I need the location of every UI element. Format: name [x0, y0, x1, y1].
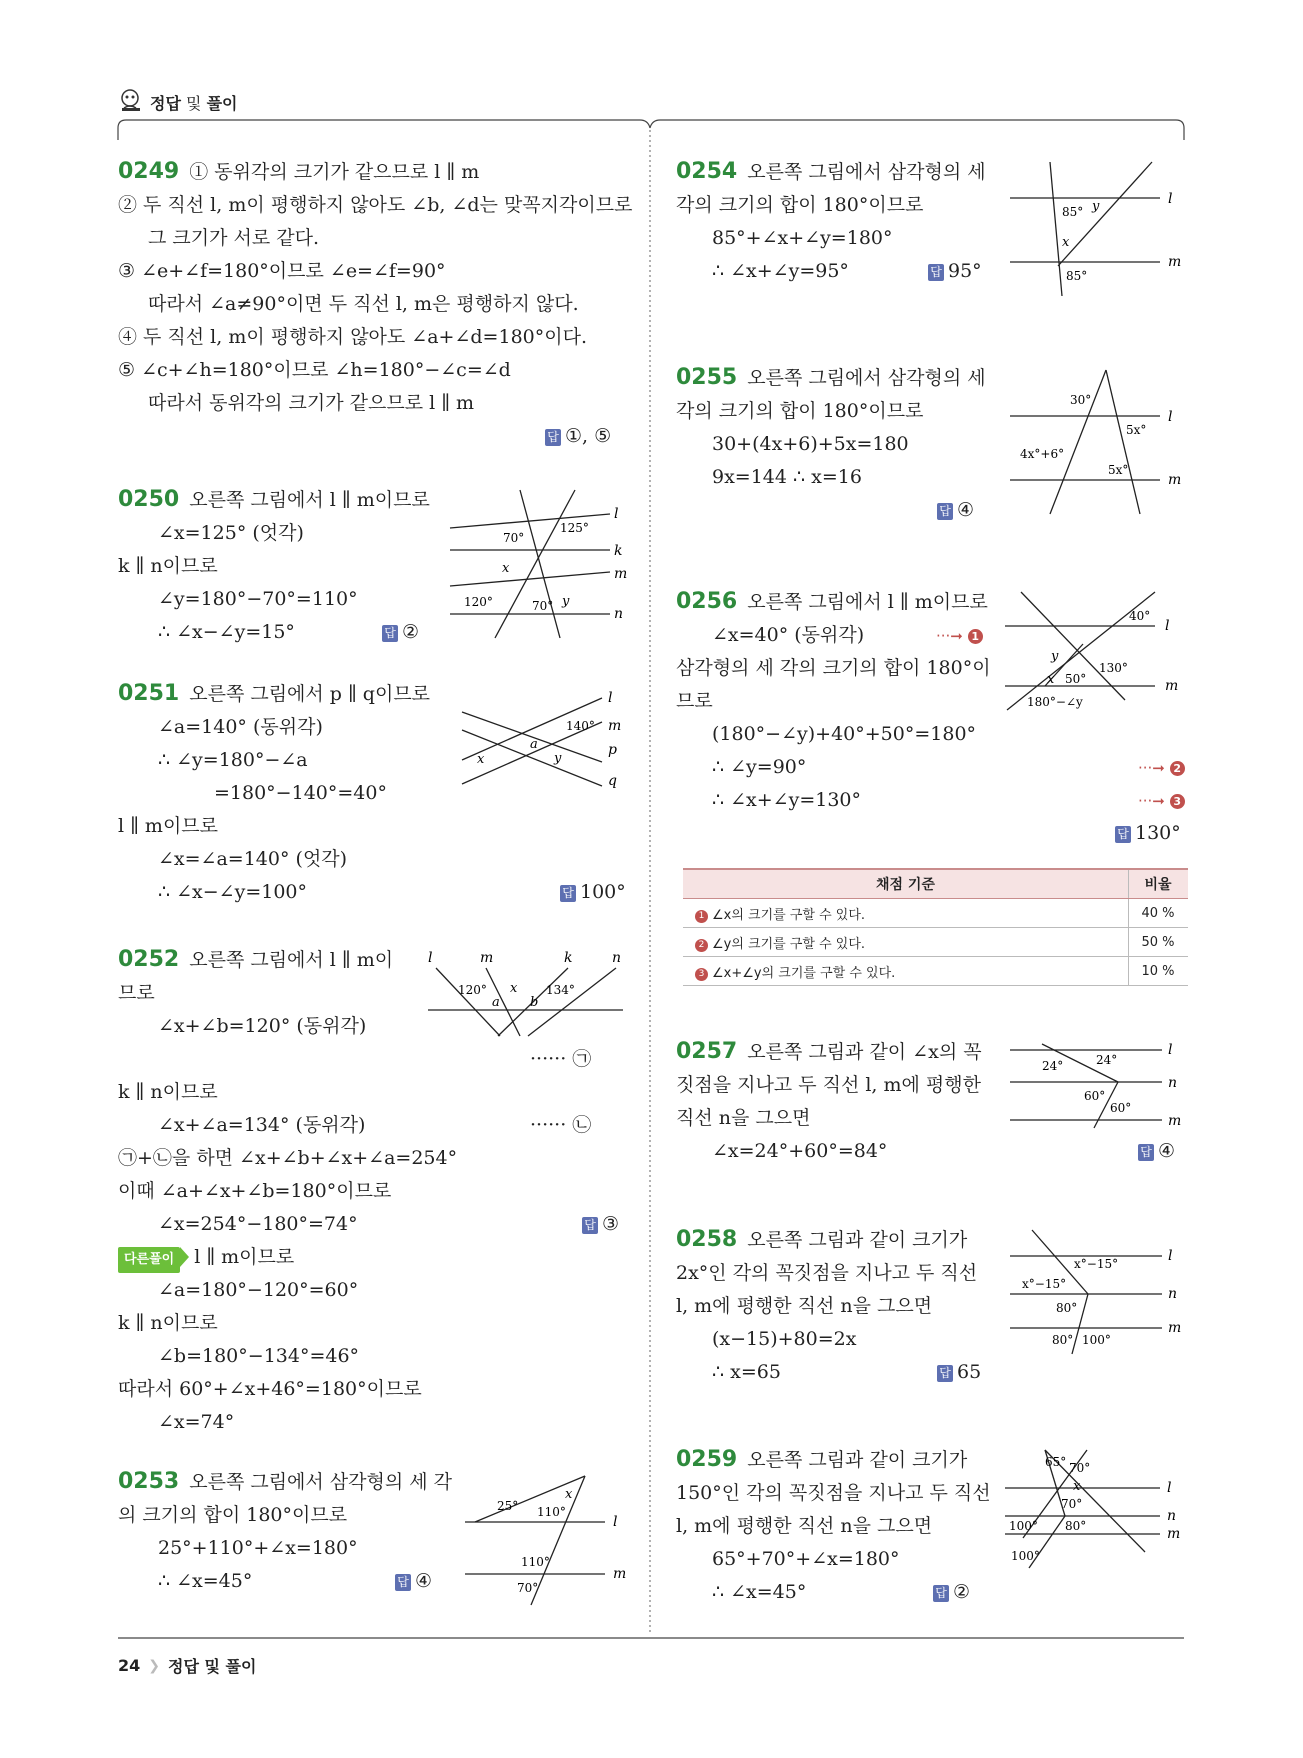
answer-icon: 답: [545, 429, 561, 446]
svg-text:x: x: [510, 981, 518, 996]
q0252-line12: ∠b=180°−134°=46°: [158, 1345, 360, 1367]
q0254-line1: 0254 오른쪽 그림에서 삼각형의 세: [676, 159, 986, 184]
svg-text:80°: 80°: [1052, 1333, 1074, 1347]
q0255-line3: 30+(4x+6)+5x=180: [712, 433, 909, 455]
svg-text:p: p: [608, 742, 617, 758]
q0252-line14: ∠x=74°: [158, 1411, 235, 1433]
svg-text:70°: 70°: [1061, 1497, 1083, 1511]
q0257-figure: [1010, 1040, 1190, 1130]
svg-text:x°−15°: x°−15°: [1022, 1277, 1067, 1291]
header-title: 정답 및 풀이: [150, 93, 238, 113]
svg-text:125°: 125°: [560, 521, 589, 535]
svg-text:5x°: 5x°: [1126, 423, 1147, 437]
answer-icon: 답: [395, 1574, 411, 1591]
q0259-line3: l, m에 평행한 직선 n을 그으면: [676, 1515, 933, 1537]
step-marker-2: ···➞ 2: [1138, 759, 1185, 777]
svg-text:100°: 100°: [1011, 1549, 1040, 1563]
q0252-line10: ∠a=180°−120°=60°: [158, 1279, 359, 1301]
q0258-line4: (x−15)+80=2x: [712, 1328, 857, 1350]
q0252-line1: 0252 오른쪽 그림에서 l ∥ m이: [118, 947, 394, 972]
q0252-line8: ∠x=254°−180°=74°: [158, 1213, 358, 1235]
svg-text:24°: 24°: [1096, 1053, 1118, 1067]
svg-text:n: n: [1168, 1075, 1178, 1091]
q0252-line13: 따라서 60°+∠x+46°=180°이므로: [118, 1378, 422, 1400]
q0259-line5: ∴ ∠x=45°: [712, 1581, 807, 1603]
alt-solution-badge: 다른풀이: [118, 1247, 180, 1273]
svg-text:70°: 70°: [532, 599, 554, 613]
q0253-line4: ∴ ∠x=45°: [158, 1570, 253, 1592]
answer-icon: 답: [1138, 1144, 1154, 1161]
svg-text:l: l: [1168, 1042, 1173, 1058]
svg-text:x: x: [1062, 235, 1070, 250]
q0254-figure: [1010, 158, 1190, 298]
q0252-line11: k ∥ n이므로: [118, 1312, 218, 1334]
svg-text:y: y: [554, 751, 562, 766]
svg-text:130°: 130°: [1099, 661, 1128, 675]
q0254-line3: 85°+∠x+∠y=180°: [712, 227, 893, 249]
svg-text:l: l: [1168, 409, 1173, 425]
q0259-line2: 150°인 각의 꼭짓점을 지나고 두 직선: [676, 1482, 991, 1504]
q0249-answer: 답 ①, ⑤: [545, 424, 611, 448]
q0256-figure: [1005, 588, 1190, 718]
step-marker-1: ···➞ 1: [936, 627, 983, 645]
svg-text:m: m: [613, 1566, 627, 1582]
svg-text:x°−15°: x°−15°: [1074, 1257, 1119, 1271]
q0252-line5: ∠x+∠a=134° (동위각): [158, 1114, 366, 1136]
step-marker-3: ···➞ 3: [1138, 792, 1185, 810]
q0256-line4: 므로: [676, 690, 713, 712]
svg-text:l: l: [608, 690, 613, 706]
svg-text:n: n: [1167, 1508, 1177, 1524]
q0253-line3: 25°+110°+∠x=180°: [158, 1537, 358, 1559]
q0250-line2: ∠x=125° (엇각): [158, 522, 304, 544]
svg-text:x: x: [502, 561, 510, 576]
svg-text:70°: 70°: [517, 1581, 539, 1595]
svg-text:120°: 120°: [464, 595, 493, 609]
q0259-line1: 0259 오른쪽 그림과 같이 크기가: [676, 1447, 968, 1472]
svg-text:x: x: [1073, 1479, 1081, 1494]
svg-text:120°: 120°: [458, 983, 487, 997]
svg-text:m: m: [1168, 1113, 1182, 1129]
table-row: 3 ∠x+∠y의 크기를 구할 수 있다. 10 %: [683, 957, 1188, 986]
q0249-line6: ④ 두 직선 l, m이 평행하지 않아도 ∠a+∠d=180°이다.: [118, 326, 587, 348]
svg-text:m: m: [1167, 1526, 1181, 1542]
svg-text:60°: 60°: [1084, 1089, 1106, 1103]
svg-text:140°: 140°: [566, 719, 595, 733]
answer-icon: 답: [560, 885, 576, 902]
svg-text:l: l: [428, 950, 433, 966]
svg-text:24°: 24°: [1042, 1059, 1064, 1073]
q0258-figure: [1010, 1226, 1190, 1356]
answer-icon: 답: [582, 1217, 598, 1234]
svg-text:100°: 100°: [1009, 1519, 1038, 1533]
table-row: 2 ∠y의 크기를 구할 수 있다. 50 %: [683, 928, 1188, 957]
q0256-line7: ∴ ∠x+∠y=130°: [712, 789, 862, 811]
svg-text:m: m: [1168, 1320, 1182, 1336]
svg-text:y: y: [562, 594, 570, 609]
answer-icon: 답: [937, 1365, 953, 1382]
chevron-right-icon: ❯: [148, 1657, 160, 1674]
q0258-line1: 0258 오른쪽 그림과 같이 크기가: [676, 1227, 968, 1252]
q0251-line7: ∴ ∠x−∠y=100°: [158, 881, 308, 903]
q0258-line5: ∴ x=65: [712, 1361, 781, 1383]
q0249-line3: 그 크기가 서로 같다.: [148, 227, 319, 249]
q0249-line2: ② 두 직선 l, m이 평행하지 않아도 ∠b, ∠d는 맞꼭지각이므로: [118, 194, 633, 216]
q0256-line2: ∠x=40° (동위각): [712, 624, 865, 646]
q0259-line4: 65°+70°+∠x=180°: [712, 1548, 900, 1570]
q0256-line5: (180°−∠y)+40°+50°=180°: [712, 723, 977, 745]
svg-text:n: n: [1168, 1286, 1178, 1302]
answer-icon: 답: [928, 264, 944, 281]
answer-icon: 답: [937, 503, 953, 520]
q0250-line5: ∴ ∠x−∠y=15°: [158, 621, 295, 643]
svg-text:134°: 134°: [546, 983, 575, 997]
q0257-line4: ∠x=24°+60°=84°: [712, 1140, 888, 1162]
svg-text:70°: 70°: [503, 531, 525, 545]
q0250-line1: 0250 오른쪽 그림에서 l ∥ m이므로: [118, 487, 430, 512]
q0256-line6: ∴ ∠y=90°: [712, 756, 807, 778]
page-number: 24: [118, 1656, 141, 1675]
q0255-answer: 답 ④: [937, 498, 974, 522]
svg-text:80°: 80°: [1056, 1301, 1078, 1315]
q0257-line2: 짓점을 지나고 두 직선 l, m에 평행한: [676, 1074, 981, 1096]
svg-text:l: l: [1168, 1248, 1173, 1264]
q0253-line2: 의 크기의 합이 180°이므로: [118, 1504, 348, 1526]
q0251-answer: 답 100°: [560, 880, 626, 904]
svg-text:m: m: [1165, 678, 1179, 694]
svg-text:q: q: [608, 773, 617, 789]
svg-text:100°: 100°: [1082, 1333, 1111, 1347]
svg-text:m: m: [1168, 472, 1182, 488]
svg-text:85°: 85°: [1062, 205, 1084, 219]
q0255-line1: 0255 오른쪽 그림에서 삼각형의 세: [676, 365, 986, 390]
q0251-figure: [462, 690, 632, 790]
q0257-line1: 0257 오른쪽 그림과 같이 ∠x의 꼭: [676, 1039, 982, 1064]
svg-text:x: x: [565, 1487, 573, 1502]
svg-text:b: b: [530, 995, 539, 1010]
q0256-line3: 삼각형의 세 각의 크기의 합이 180°이: [676, 657, 991, 679]
q0249-line1: 0249 ① 동위각의 크기가 같으므로 l ∥ m: [118, 159, 480, 184]
q0252-line4: k ∥ n이므로: [118, 1081, 218, 1103]
footer-title: 정답 및 풀이: [168, 1657, 257, 1676]
q0251-line6: ∠x=∠a=140° (엇각): [158, 848, 348, 870]
scoring-table-header-criteria: 채점 기준: [683, 869, 1129, 899]
q0258-line2: 2x°인 각의 꼭짓점을 지나고 두 직선: [676, 1262, 978, 1284]
q0251-line2: ∠a=140° (동위각): [158, 716, 323, 738]
q0251-line4: =180°−140°=40°: [214, 782, 387, 804]
svg-text:30°: 30°: [1070, 393, 1092, 407]
q0257-answer: 답 ④: [1138, 1139, 1175, 1163]
svg-text:l: l: [1165, 618, 1170, 634]
svg-text:80°: 80°: [1065, 1519, 1087, 1533]
q0250-answer: 답 ②: [382, 620, 419, 644]
q0252-alt-line: 다른풀이 l ∥ m이므로: [118, 1245, 294, 1273]
svg-text:70°: 70°: [1069, 1461, 1091, 1475]
svg-text:n: n: [614, 606, 624, 622]
q0252-line3: ∠x+∠b=120° (동위각): [158, 1015, 367, 1037]
q0258-answer: 답 65: [937, 1360, 981, 1384]
q0249-line4: ③ ∠e+∠f=180°이므로 ∠e=∠f=90°: [118, 260, 446, 282]
svg-text:5x°: 5x°: [1108, 463, 1129, 477]
svg-text:m: m: [1168, 254, 1182, 270]
q0258-line3: l, m에 평행한 직선 n을 그으면: [676, 1295, 933, 1317]
svg-text:40°: 40°: [1129, 609, 1151, 623]
q0252-line3-ref: ······ ㉠: [530, 1048, 592, 1070]
svg-text:a: a: [530, 737, 538, 752]
answer-icon: 답: [1115, 826, 1131, 843]
svg-text:180°−∠y: 180°−∠y: [1027, 695, 1083, 709]
svg-text:x: x: [1047, 672, 1055, 687]
svg-text:y: y: [1092, 199, 1100, 214]
q0251-line3: ∴ ∠y=180°−∠a: [158, 749, 308, 771]
svg-text:110°: 110°: [537, 1505, 566, 1519]
answer-icon: 답: [933, 1585, 949, 1602]
table-row: 1 ∠x의 크기를 구할 수 있다. 40 %: [683, 899, 1188, 928]
q0255-figure: [1010, 366, 1190, 516]
svg-text:l: l: [613, 1514, 618, 1530]
q0252-line7: 이때 ∠a+∠x+∠b=180°이므로: [118, 1180, 392, 1202]
q0252-line2: 므로: [118, 982, 155, 1004]
q0249-line7: ⑤ ∠c+∠h=180°이므로 ∠h=180°−∠c=∠d: [118, 359, 511, 381]
q0256-answer: 답 130°: [1115, 821, 1181, 845]
q0250-line4: ∠y=180°−70°=110°: [158, 588, 358, 610]
q0252-answer: 답 ③: [582, 1212, 619, 1236]
svg-text:50°: 50°: [1065, 672, 1087, 686]
svg-text:l: l: [1168, 191, 1173, 207]
q0253-line1: 0253 오른쪽 그림에서 삼각형의 세 각: [118, 1469, 452, 1494]
q0255-line4: 9x=144 ∴ x=16: [712, 466, 862, 488]
svg-text:m: m: [614, 566, 628, 582]
q0249-line8: 따라서 동위각의 크기가 같으므로 l ∥ m: [148, 392, 475, 414]
q0254-line4: ∴ ∠x+∠y=95°: [712, 260, 849, 282]
q0249-line5: 따라서 ∠a≠90°이면 두 직선 l, m은 평행하지 않다.: [148, 293, 579, 315]
svg-text:85°: 85°: [1066, 269, 1088, 283]
q0251-line1: 0251 오른쪽 그림에서 p ∥ q이므로: [118, 681, 431, 706]
svg-text:y: y: [1051, 649, 1059, 664]
answer-icon: 답: [382, 625, 398, 642]
svg-text:m: m: [608, 718, 622, 734]
svg-text:60°: 60°: [1110, 1101, 1132, 1115]
q0250-figure: [450, 490, 630, 640]
svg-text:k: k: [564, 950, 573, 966]
svg-text:l: l: [614, 506, 619, 522]
q0252-line6: ㉠+㉡을 하면 ∠x+∠b+∠x+∠a=254°: [118, 1147, 458, 1169]
q0253-answer: 답 ④: [395, 1569, 432, 1593]
q0255-line2: 각의 크기의 합이 180°이므로: [676, 400, 924, 422]
q0259-figure: [1005, 1446, 1190, 1576]
q0252-line5-ref: ······ ㉡: [530, 1114, 592, 1136]
q0252-figure: [428, 946, 628, 1046]
q0253-figure: [465, 1470, 635, 1610]
q0254-answer: 답 95°: [928, 259, 982, 283]
svg-text:25°: 25°: [497, 1499, 519, 1513]
q0250-line3: k ∥ n이므로: [118, 555, 218, 577]
q0259-answer: 답 ②: [933, 1580, 970, 1604]
svg-text:n: n: [612, 950, 622, 966]
svg-text:65°: 65°: [1045, 1455, 1067, 1469]
svg-text:110°: 110°: [521, 1555, 550, 1569]
q0251-line5: l ∥ m이므로: [118, 815, 219, 837]
scoring-table: [683, 868, 1188, 986]
q0254-line2: 각의 크기의 합이 180°이므로: [676, 194, 924, 216]
page-footer: [118, 1654, 256, 1677]
svg-text:a: a: [492, 995, 500, 1010]
q0257-line3: 직선 n을 그으면: [676, 1107, 811, 1129]
scoring-table-header-ratio: 비율: [1129, 869, 1189, 899]
svg-text:m: m: [480, 950, 494, 966]
svg-text:l: l: [1167, 1480, 1172, 1496]
svg-text:k: k: [614, 543, 623, 559]
svg-text:4x°+6°: 4x°+6°: [1020, 447, 1065, 461]
q0256-line1: 0256 오른쪽 그림에서 l ∥ m이므로: [676, 589, 988, 614]
svg-text:x: x: [477, 752, 485, 767]
